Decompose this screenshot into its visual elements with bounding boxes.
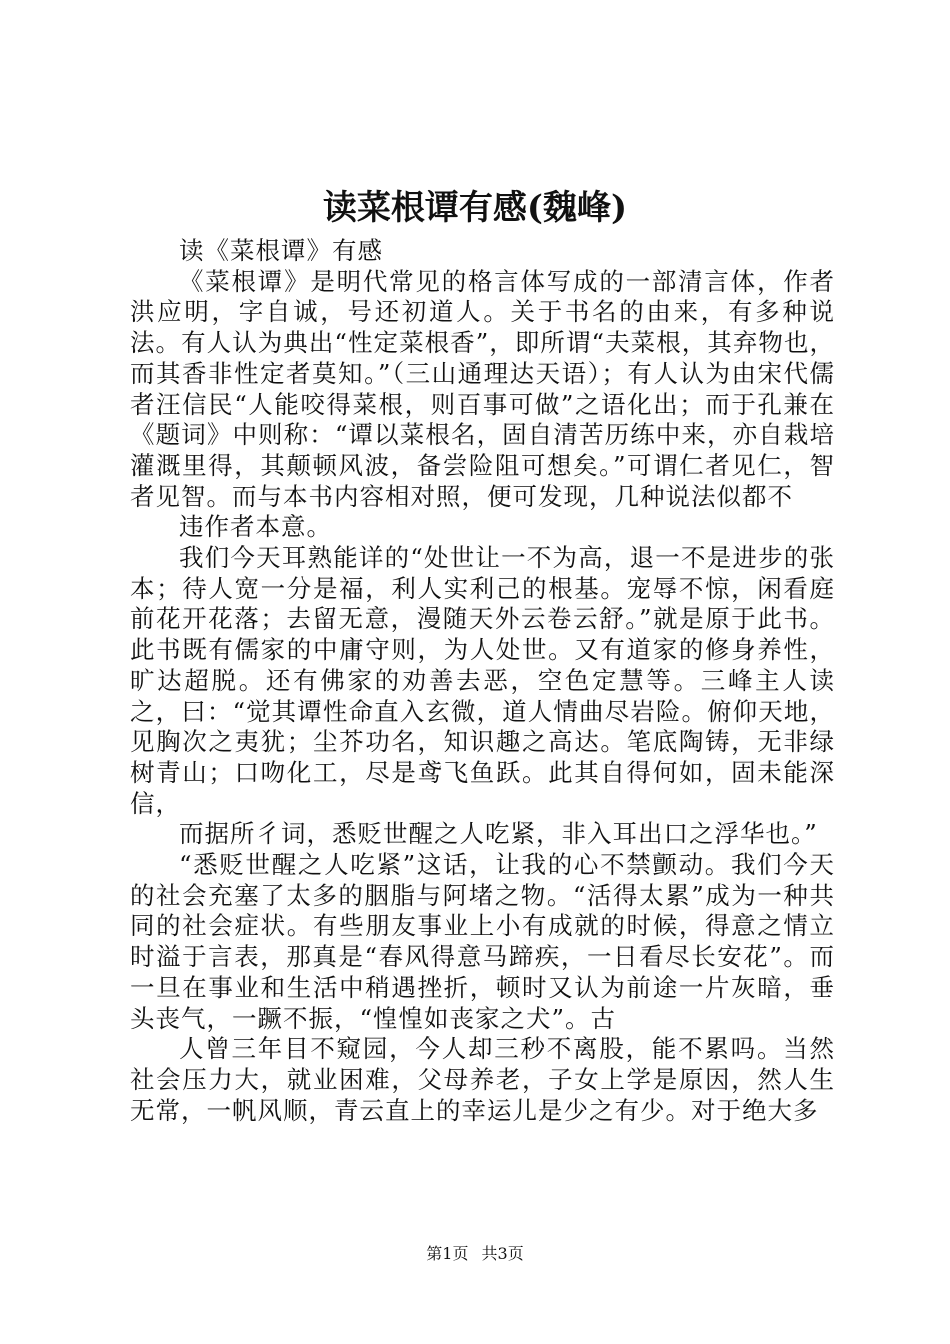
paragraph: “悉贬世醒之人吃紧”这话，让我的心不禁颤动。我们今天的社会充塞了太多的胭脂与阿堵之物。“活得太累”成为一种共同的社会症状。有些朋友事业上小有成就的时候，得意之情立时溢于言表，那真是“春风得意马蹄疾，一日看尽长安花”。而一旦在事业和生活中稍遇挫折，顿时又认为前途一片灰暗，垂头丧气，一蹶不振，“惶惶如丧家之犬”。古 — [130, 850, 835, 1033]
page-number: 第1页 — [426, 1244, 469, 1263]
page-footer — [0, 1243, 950, 1265]
section-heading: 读《菜根谭》有感 — [179, 236, 383, 265]
paragraph: 而据所彳词，悉贬世醒之人吃紧，非入耳出口之浮华也。” — [179, 819, 818, 849]
paragraph: 《菜根谭》是明代常见的格言体写成的一部清言体，作者洪应明，字自诚，号还初道人。关于书名的由来，有多种说法。有人认为典出“性定菜根香”，即所谓“夫菜根，其弃物也，而其香非性定者莫知。”（三山通理达天语）；有人认为由宋代儒者汪信民“人能咬得菜根，则百事可做”之语化出；而于孔兼在《题词》中则称：“谭以菜根名，固自清苦历练中来，亦自栽培灌溉里得，其颠顿风波，备尝险阻可想矣。”可谓仁者见仁，智者见智。而与本书内容相对照，便可发现，几种说法似都不 — [130, 266, 835, 511]
document-body — [130, 236, 835, 1126]
paragraph: 违作者本意。 — [179, 512, 332, 542]
document-title: 读菜根谭有感(魏峰) — [322, 188, 628, 228]
paragraph: 我们今天耳熟能详的“处世让一不为高，退一不是进步的张本；待人宽一分是福，利人实利己的根基。宠辱不惊，闲看庭前花开花落；去留无意，漫随天外云卷云舒。”就是原于此书。此书既有儒家的中庸守则，为人处世。又有道家的修身养性，旷达超脱。还有佛家的劝善去恶，空色定慧等。三峰主人读之，曰：“觉其谭性命直入玄微，道人情曲尽岩险。俯仰天地，见胸次之夷犹；尘芥功名，知识趣之高达。笔底陶铸，无非绿树青山；口吻化工，尽是鸢飞鱼跃。此其自得何如，固未能深信， — [130, 543, 835, 818]
paragraph: 人曾三年目不窥园，今人却三秒不离股，能不累吗。当然社会压力大，就业困难，父母养老，子女上学是原因，然人生无常，一帆风顺，青云直上的幸运儿是少之有少。对于绝大多 — [130, 1034, 835, 1125]
page-total: 共3页 — [481, 1244, 524, 1263]
